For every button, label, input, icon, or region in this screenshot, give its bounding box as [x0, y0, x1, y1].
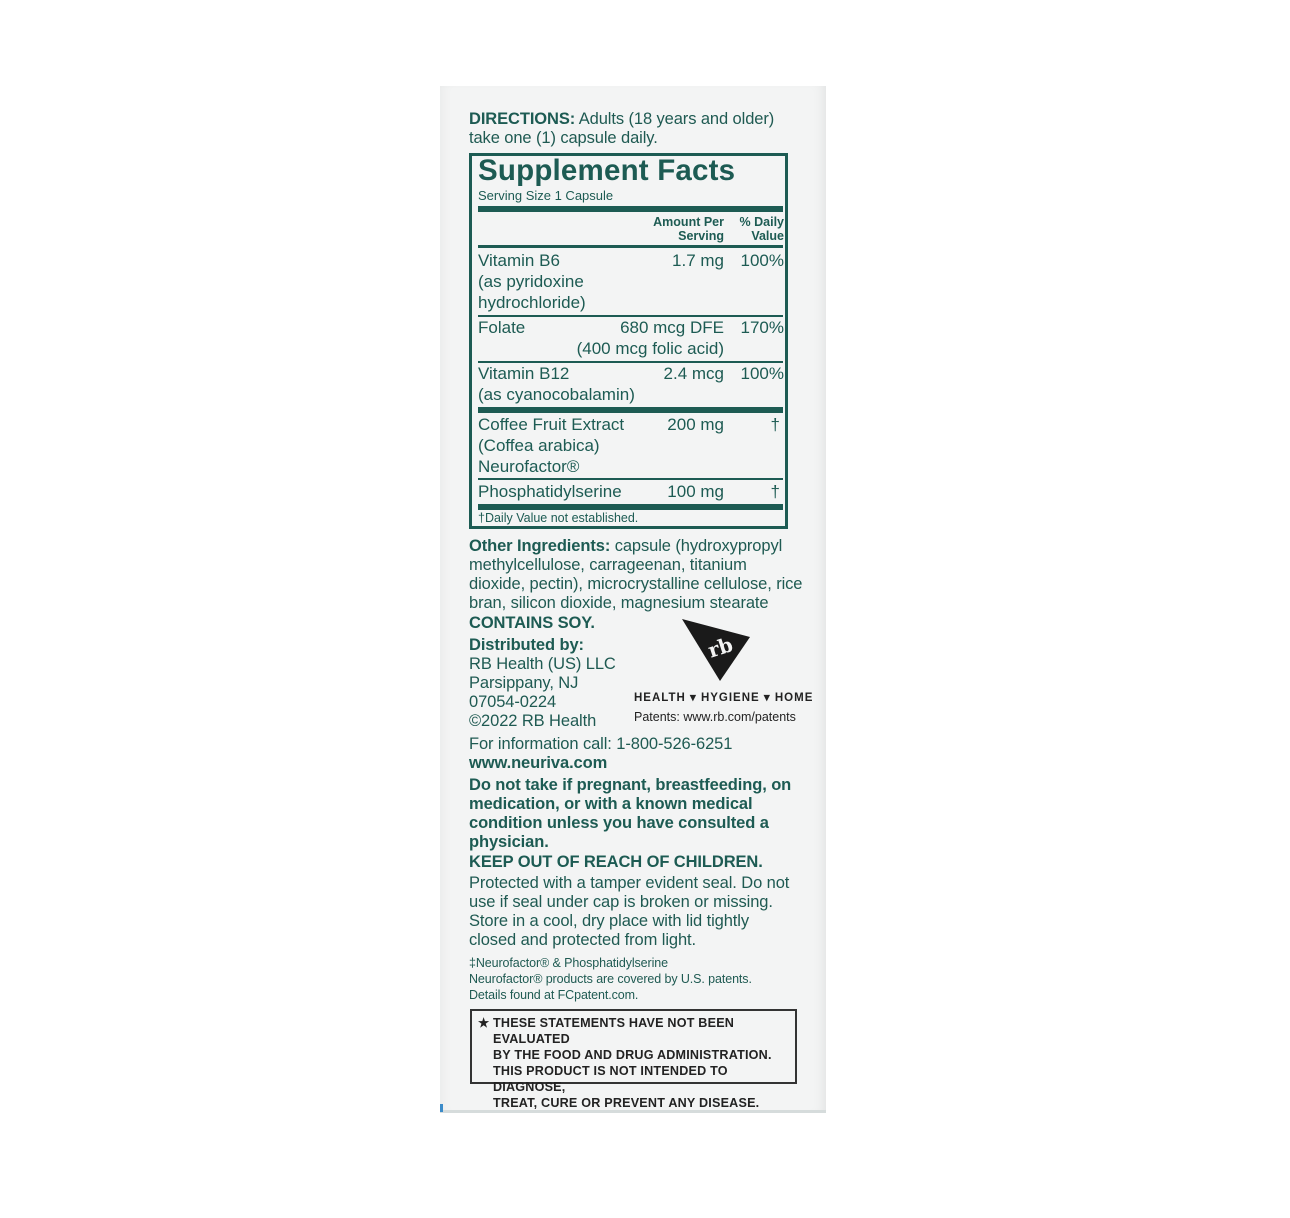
tamper-storage-text: Protected with a tamper evident seal. Do not use if seal under cap is broken or missing. Store in a cool, dry place with lid tightly closed and protected from light. — [469, 874, 790, 949]
supplement-facts-panel — [469, 153, 788, 529]
other-ingredients-text: capsule (hydroxypropyl methylcellulose, carrageenan, titanium dioxide, pectin), microcrystalline cellulose, rice bran, silicon dioxide, magnesium stearate — [469, 537, 803, 612]
directions-body: Adults (18 years and older) take one (1) capsule daily. — [469, 110, 775, 147]
row-dv-coffee-fruit-extract: † — [770, 415, 780, 434]
daily-value-footnote: †Daily Value not established. — [478, 511, 639, 525]
row-name-phosphatidylserine: Phosphatidylserine — [478, 482, 622, 501]
row-dv-vitamin-b6: 100% — [740, 251, 784, 270]
other-ingredients — [469, 537, 804, 613]
info-phone: For information call: 1-800-526-6251 — [469, 735, 733, 753]
fda-disclaimer-box — [470, 1009, 797, 1110]
contains-soy: CONTAINS SOY. — [469, 614, 595, 632]
row-name-vitamin-b12: Vitamin B12 (as cyanocobalamin) — [478, 364, 635, 404]
directions-label: DIRECTIONS: — [469, 110, 576, 128]
rb-logo-text: rb — [705, 632, 736, 663]
row-name-coffee-fruit-extract: Coffee Fruit Extract (Coffea arabica) Neurofactor® — [478, 415, 625, 476]
row-amount-vitamin-b6: 1.7 mg — [672, 251, 724, 270]
directions-text — [469, 110, 799, 148]
fda-disclaimer-text: THESE STATEMENTS HAVE NOT BEEN EVALUATED BY THE FOOD AND DRUG ADMINISTRATION. THIS PRODUCT IS NOT INTENDED TO DIAGNOSE, TREAT, CURE OR PREVENT ANY DISEASE. — [493, 1016, 772, 1110]
keep-out-of-reach: KEEP OUT OF REACH OF CHILDREN. — [469, 853, 763, 871]
row-dv-vitamin-b12: 100% — [740, 364, 784, 383]
row-dv-folate: 170% — [740, 318, 784, 337]
rule-thick — [478, 407, 783, 413]
rule-medium — [478, 245, 783, 248]
neurofactor-note: ‡Neurofactor® & Phosphatidylserine Neurofactor® products are covered by U.S. patents. Details found at FCpatent.com. — [469, 956, 752, 1002]
website: www.neuriva.com — [469, 754, 608, 772]
row-amount-phosphatidylserine: 100 mg — [667, 482, 724, 501]
row-amount-folate: 680 mcg DFE (400 mcg folic acid) — [576, 318, 724, 358]
row-dv-phosphatidylserine: † — [770, 482, 780, 501]
row-amount-vitamin-b12: 2.4 mcg — [663, 364, 724, 383]
row-name-folate: Folate — [478, 318, 526, 337]
rb-logo-icon — [680, 617, 752, 683]
other-ingredients-label: Other Ingredients: — [469, 537, 611, 555]
warning-text: Do not take if pregnant, breastfeeding, on medication, or with a known medical condition unless you have consulted a physician. — [469, 776, 792, 851]
rule-thick — [478, 206, 783, 212]
row-amount-coffee-fruit-extract: 200 mg — [667, 415, 724, 434]
patents-link: Patents: www.rb.com/patents — [634, 710, 796, 724]
header-daily-value: % Daily Value — [739, 215, 784, 243]
row-name-vitamin-b6: Vitamin B6 (as pyridoxine hydrochloride) — [478, 251, 586, 312]
rule-thick — [478, 504, 783, 510]
distributed-by-label: Distributed by: — [469, 636, 584, 654]
header-amount: Amount Per Serving — [653, 215, 724, 243]
row-divider — [478, 478, 783, 480]
brand-tagline: HEALTH ▾ HYGIENE ▾ HOME — [634, 692, 814, 704]
serving-size: Serving Size 1 Capsule — [478, 188, 614, 203]
star-icon: ★ — [478, 1016, 490, 1030]
distributor-address: RB Health (US) LLC Parsippany, NJ 07054-0224 ©2022 RB Health — [469, 655, 616, 730]
supplement-facts-title: Supplement Facts — [478, 154, 736, 187]
box-corner-accent — [440, 1104, 443, 1112]
